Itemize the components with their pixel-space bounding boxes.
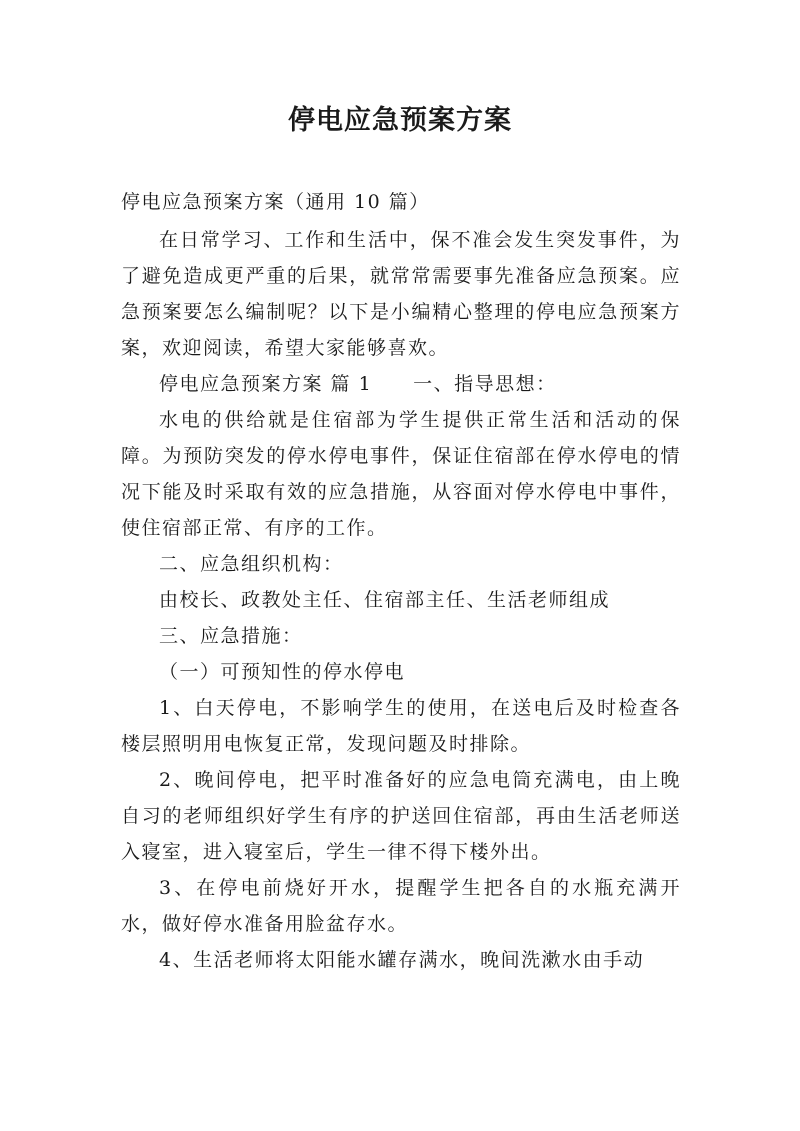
section-heading-measures: 三、应急措施： (159, 625, 303, 647)
list-item-1: 1、白天停电，不影响学生的使用，在送电后及时检查各楼层照明用电恢复正常，发现问题及时排除。 (121, 697, 681, 755)
paragraph-organization: 由校长、政教处主任、住宿部主任、生活老师组成 (159, 589, 611, 611)
section-heading-guiding-thought: 停电应急预案方案 篇 1 一、指导思想： (159, 373, 557, 395)
list-item-3: 3、在停电前烧好开水，提醒学生把各自的水瓶充满开水，做好停水准备用脸盆存水。 (121, 877, 681, 935)
document-title: 停电应急预案方案 (288, 105, 512, 136)
intro-paragraph: 在日常学习、工作和生活中，保不准会发生突发事件，为了避免造成更严重的后果，就常常需要事先准备应急预案。应急预案要怎么编制呢？以下是小编精心整理的停电应急预案方案，欢迎阅读，希望大家能够喜欢。 (121, 229, 681, 359)
section-heading-organization: 二、应急组织机构： (159, 553, 344, 575)
document-body (121, 184, 681, 978)
list-item-4: 4、生活老师将太阳能水罐存满水，晚间洗漱水由手动 (159, 949, 645, 971)
document-subtitle: 停电应急预案方案（通用 10 篇） (121, 191, 430, 213)
paragraph-water-electricity: 水电的供给就是住宿部为学生提供正常生活和活动的保障。为预防突发的停水停电事件，保证住宿部在停水停电的情况下能及时采取有效的应急措施，从容面对停水停电中事件，使住宿部正常、有序的工作。 (121, 409, 681, 539)
subsection-heading-predictable: （一）可预知性的停水停电 (159, 661, 406, 683)
list-item-2: 2、晚间停电，把平时准备好的应急电筒充满电，由上晚自习的老师组织好学生有序的护送回住宿部，再由生活老师送入寝室，进入寝室后，学生一律不得下楼外出。 (121, 769, 681, 863)
